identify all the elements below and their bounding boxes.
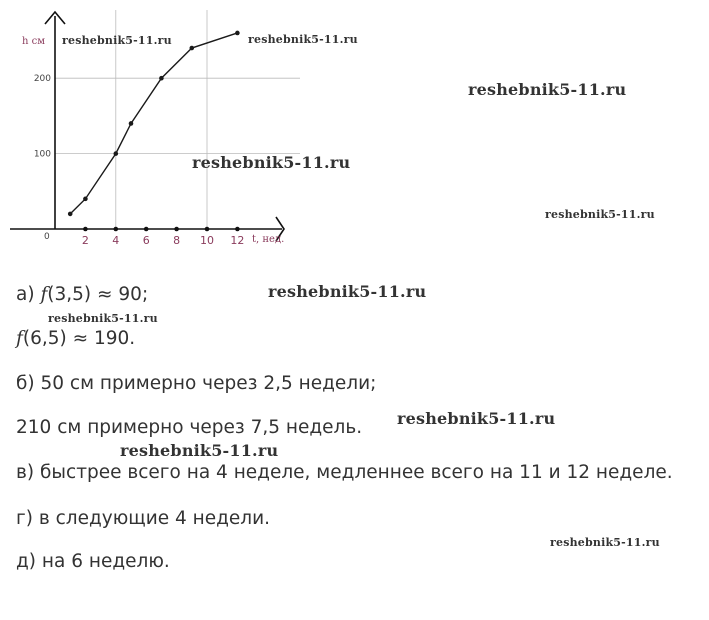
data-point: [129, 121, 134, 126]
watermark: reshebnik5-11.ru: [550, 536, 660, 549]
axis-dot: [83, 227, 88, 232]
y-axis-label: h см: [22, 36, 45, 47]
answer-c-line: в) быстрее всего на 4 неделе, медленнее всего на 11 и 12 неделе.: [16, 462, 673, 483]
data-point: [83, 197, 88, 202]
axis-dot: [235, 227, 240, 232]
answer-d-line: г) в следующие 4 недели.: [16, 508, 271, 529]
x-tick-label: 10: [200, 234, 214, 247]
answer-a-label: а): [16, 284, 41, 305]
answer-a-line: [16, 284, 148, 305]
watermark: reshebnik5-11.ru: [120, 441, 279, 460]
x-tick-label: 12: [230, 234, 245, 247]
series-line: [70, 33, 237, 214]
watermark: reshebnik5-11.ru: [192, 153, 351, 172]
watermark: reshebnik5-11.ru: [468, 80, 627, 99]
function-f: f: [16, 328, 23, 349]
axis-dot: [174, 227, 179, 232]
data-point: [114, 151, 119, 156]
watermark: reshebnik5-11.ru: [248, 33, 358, 46]
y-tick-label: 100: [33, 149, 51, 160]
axis-dot: [144, 227, 149, 232]
watermark: reshebnik5-11.ru: [48, 312, 158, 325]
function-f: f: [40, 284, 48, 305]
series-line-group: [68, 31, 240, 232]
watermark: reshebnik5-11.ru: [545, 208, 655, 221]
answer-e-line: д) на 6 неделю.: [16, 551, 170, 572]
axis-dot: [114, 227, 119, 232]
watermark: reshebnik5-11.ru: [397, 409, 556, 428]
watermark: reshebnik5-11.ru: [268, 282, 427, 301]
answer-b2-line: 210 см примерно через 7,5 недель.: [16, 417, 363, 438]
x-tick-label: 2: [81, 234, 89, 247]
x-axis-label: t, нед.: [252, 234, 285, 245]
answer-a-value: (3,5) ≈ 90;: [47, 284, 149, 305]
origin-label: 0: [44, 232, 50, 242]
data-point: [235, 31, 240, 36]
watermark: reshebnik5-11.ru: [62, 34, 172, 47]
answer-a2-line: [16, 328, 135, 349]
answer-b1-line: б) 50 см примерно через 2,5 недели;: [16, 373, 377, 394]
data-point: [68, 212, 73, 217]
x-tick-label: 8: [173, 234, 181, 247]
x-tick-label: 4: [112, 234, 120, 247]
data-point: [190, 46, 195, 51]
y-tick-label: 200: [33, 74, 51, 85]
data-point: [159, 76, 164, 81]
answer-a2-value: (6,5) ≈ 190.: [22, 328, 136, 349]
axis-dot: [205, 227, 210, 232]
x-tick-label: 6: [142, 234, 150, 247]
